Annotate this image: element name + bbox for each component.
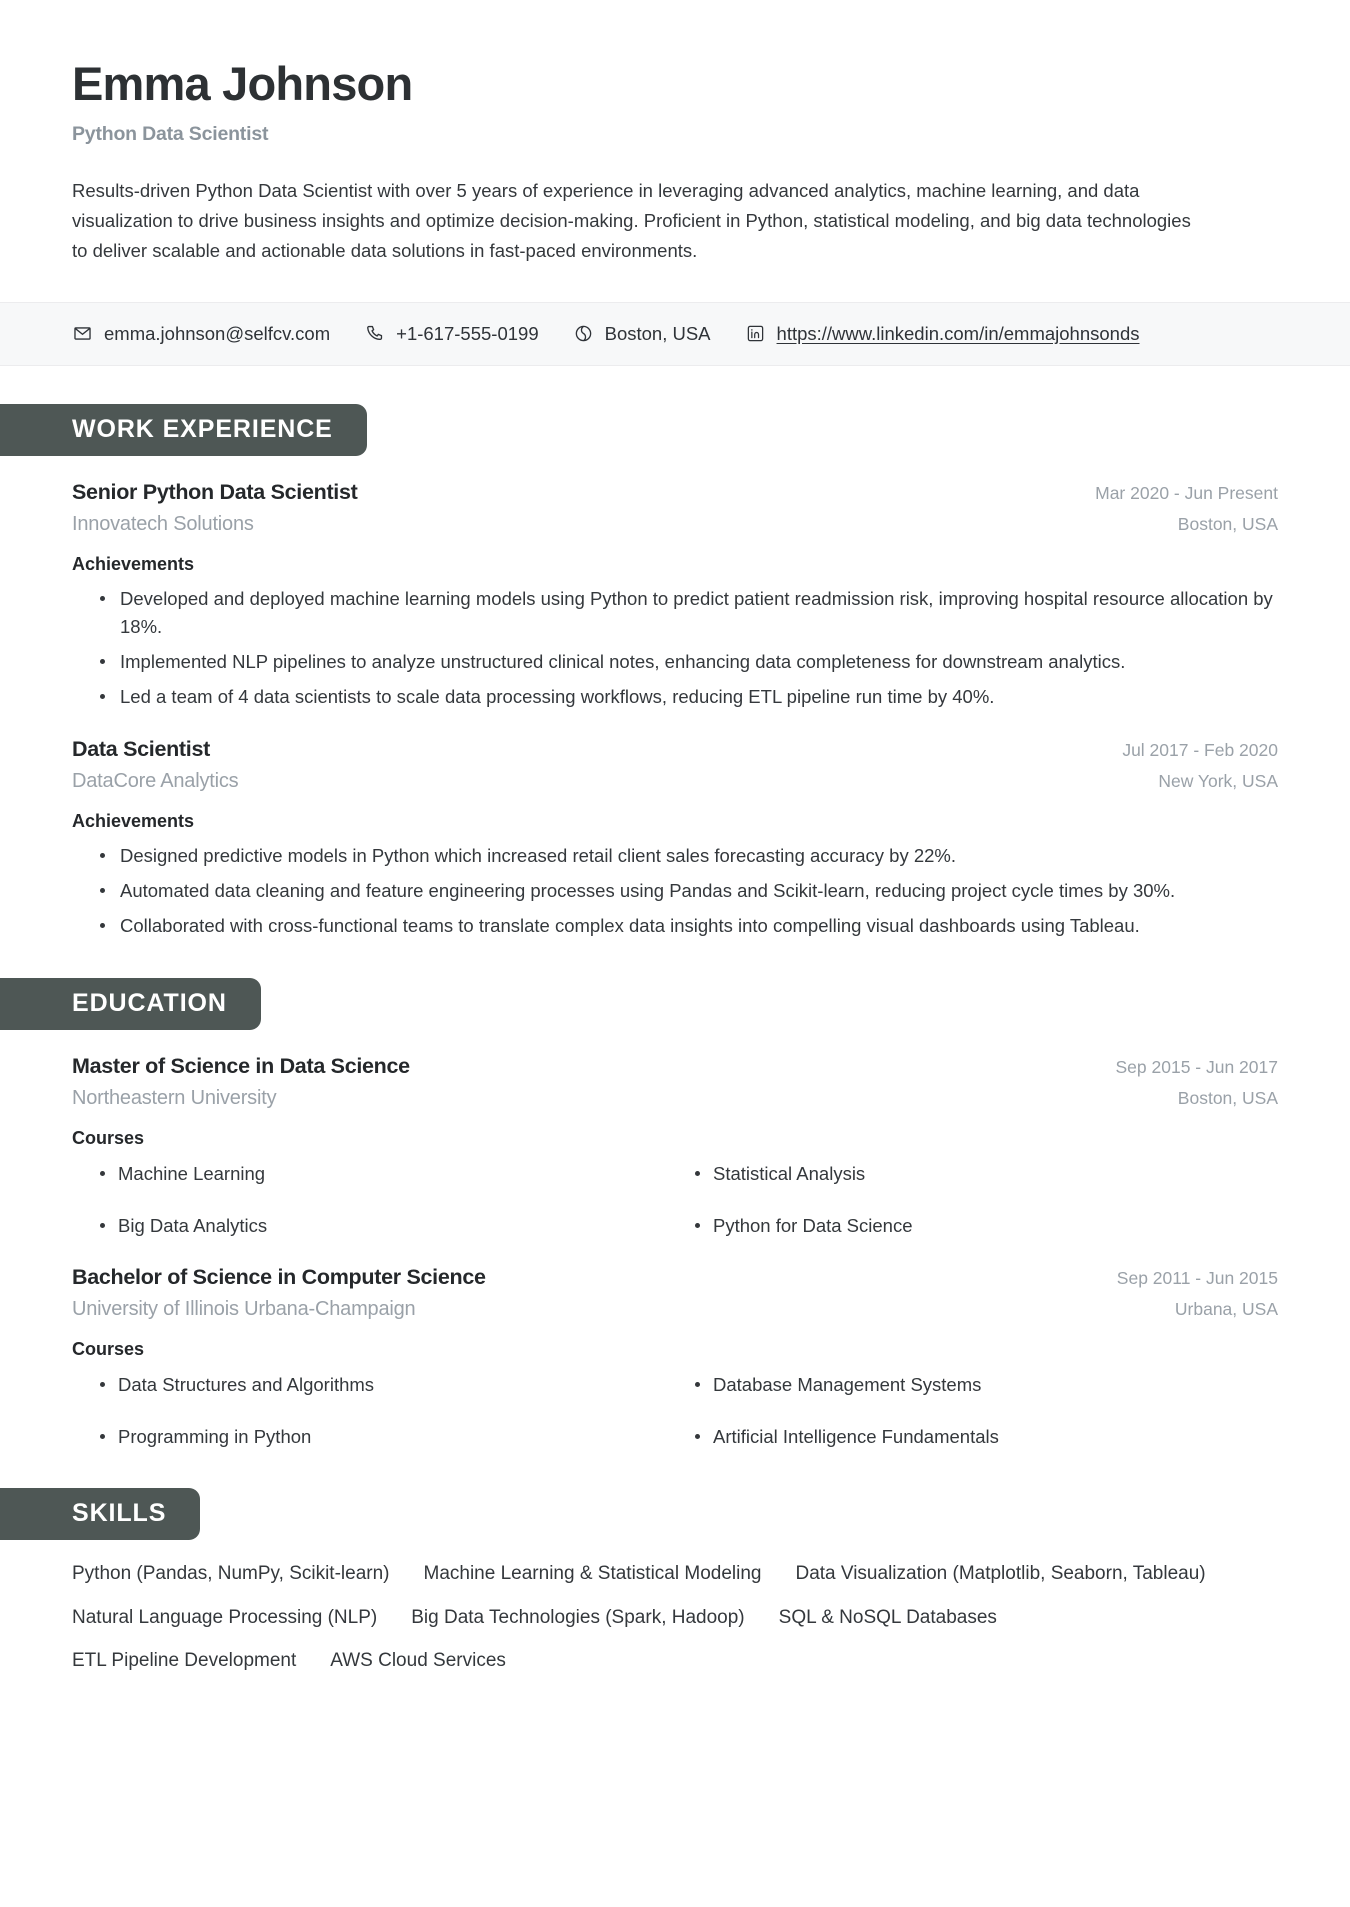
job-title: Python Data Scientist bbox=[72, 122, 269, 145]
list-item: Programming in Python bbox=[118, 1424, 683, 1450]
skills-body bbox=[0, 1562, 1350, 1674]
skill-item: SQL & NoSQL Databases bbox=[778, 1606, 997, 1628]
work-entry bbox=[72, 480, 1278, 711]
entry-header bbox=[72, 737, 1278, 793]
entry-header bbox=[72, 480, 1278, 536]
list-item: Designed predictive models in Python which increased retail client sales forecasting accuracy by 22%. bbox=[118, 842, 1278, 870]
skill-item: AWS Cloud Services bbox=[330, 1650, 506, 1672]
summary-text: Results-driven Python Data Scientist with over 5 years of experience in leveraging advanced analytics, machine learning, and data visualization to drive business insights and optimize decision-making. Proficient in Python, statistical modeling, and big data technologies to deliver scalable and actionable data solutions in fast-paced environments. bbox=[72, 179, 1191, 261]
work-entry-company: DataCore Analytics bbox=[72, 770, 239, 793]
entry-title-block bbox=[72, 1265, 486, 1321]
work-entries bbox=[0, 480, 1350, 941]
achievements-label: Achievements bbox=[72, 811, 195, 832]
resume-header bbox=[0, 0, 1350, 266]
list-item: Led a team of 4 data scientists to scale data processing workflows, reducing ETL pipeline run time by 40%. bbox=[118, 683, 1278, 711]
entry-title-block bbox=[72, 1054, 410, 1110]
education-school: Northeastern University bbox=[72, 1087, 277, 1110]
list-item: Collaborated with cross-functional teams to translate complex data insights into compelling visual dashboards using Tableau. bbox=[118, 912, 1278, 940]
education-entry bbox=[72, 1054, 1278, 1239]
contact-phone[interactable] bbox=[364, 323, 538, 345]
list-item: Data Structures and Algorithms bbox=[118, 1372, 683, 1398]
location-globe-icon bbox=[573, 323, 594, 344]
entry-header bbox=[72, 1265, 1278, 1321]
work-entry-location: Boston, USA bbox=[1177, 513, 1278, 534]
list-item: Big Data Analytics bbox=[118, 1213, 683, 1239]
section-work-experience bbox=[0, 404, 1350, 941]
list-item: Python for Data Science bbox=[713, 1213, 1278, 1239]
education-dates: Sep 2011 - Jun 2015 bbox=[1116, 1268, 1278, 1289]
entry-meta bbox=[1122, 740, 1278, 792]
list-item: Implemented NLP pipelines to analyze unstructured clinical notes, enhancing data completeness for downstream analytics. bbox=[118, 648, 1278, 676]
list-item: Developed and deployed machine learning models using Python to predict patient readmission risk, improving hospital resource allocation by 18%. bbox=[118, 585, 1278, 641]
education-degree: Master of Science in Data Science bbox=[72, 1054, 410, 1079]
entry-title-block bbox=[72, 480, 358, 536]
work-entry-location: New York, USA bbox=[1158, 771, 1278, 792]
achievements-list bbox=[72, 842, 1278, 940]
section-skills bbox=[0, 1488, 1350, 1674]
skill-item: Natural Language Processing (NLP) bbox=[72, 1606, 378, 1628]
entry-header bbox=[72, 1054, 1278, 1110]
contact-location-text: Boston, USA bbox=[604, 322, 711, 344]
contact-phone-text: +1-617-555-0199 bbox=[396, 322, 539, 344]
envelope-icon bbox=[72, 323, 93, 344]
education-location: Boston, USA bbox=[1177, 1088, 1278, 1109]
work-entry-title: Senior Python Data Scientist bbox=[72, 479, 358, 504]
education-degree: Bachelor of Science in Computer Science bbox=[72, 1265, 486, 1290]
skills-list bbox=[72, 1562, 1252, 1674]
contact-email[interactable] bbox=[72, 323, 330, 345]
achievements-list bbox=[72, 585, 1278, 711]
courses-list bbox=[72, 1372, 1278, 1450]
work-entry-dates: Mar 2020 - Jun Present bbox=[1095, 482, 1278, 503]
contact-email-text: emma.johnson@selfcv.com bbox=[104, 322, 331, 344]
work-entry-company: Innovatech Solutions bbox=[72, 512, 254, 535]
entry-meta bbox=[1116, 1057, 1279, 1109]
achievements-label: Achievements bbox=[72, 553, 195, 574]
contact-bar bbox=[0, 302, 1350, 366]
contact-location bbox=[573, 323, 711, 345]
education-entries bbox=[0, 1054, 1350, 1450]
skill-item: Data Visualization (Matplotlib, Seaborn, Tableau) bbox=[795, 1562, 1206, 1584]
section-education bbox=[0, 978, 1350, 1450]
page-title: Emma Johnson bbox=[72, 57, 413, 110]
section-badge-skills: SKILLS bbox=[0, 1488, 200, 1540]
education-entry bbox=[72, 1265, 1278, 1450]
education-dates: Sep 2015 - Jun 2017 bbox=[1115, 1057, 1278, 1078]
contact-linkedin[interactable] bbox=[745, 323, 1140, 345]
list-item: Database Management Systems bbox=[713, 1372, 1278, 1398]
section-badge-work: WORK EXPERIENCE bbox=[0, 404, 367, 456]
entry-title-block bbox=[72, 737, 238, 793]
contact-linkedin-link[interactable]: https://www.linkedin.com/in/emmajohnsonds bbox=[776, 322, 1140, 344]
skill-item: Python (Pandas, NumPy, Scikit-learn) bbox=[72, 1562, 390, 1584]
courses-list bbox=[72, 1161, 1278, 1239]
courses-label: Courses bbox=[72, 1339, 145, 1360]
entry-meta bbox=[1095, 483, 1278, 535]
skill-item: Machine Learning & Statistical Modeling bbox=[423, 1562, 762, 1584]
work-entry bbox=[72, 737, 1278, 940]
linkedin-icon bbox=[745, 323, 766, 344]
list-item: Artificial Intelligence Fundamentals bbox=[713, 1424, 1278, 1450]
work-entry-dates: Jul 2017 - Feb 2020 bbox=[1122, 740, 1278, 761]
courses-label: Courses bbox=[72, 1128, 145, 1149]
education-school: University of Illinois Urbana-Champaign bbox=[72, 1298, 416, 1321]
skill-item: ETL Pipeline Development bbox=[72, 1650, 297, 1672]
skill-item: Big Data Technologies (Spark, Hadoop) bbox=[411, 1606, 745, 1628]
list-item: Machine Learning bbox=[118, 1161, 683, 1187]
section-badge-education: EDUCATION bbox=[0, 978, 261, 1030]
work-entry-title: Data Scientist bbox=[72, 737, 210, 762]
list-item: Automated data cleaning and feature engineering processes using Pandas and Scikit-learn, reducing project cycle times by 30%. bbox=[118, 877, 1278, 905]
education-location: Urbana, USA bbox=[1174, 1299, 1278, 1320]
phone-icon bbox=[364, 323, 385, 344]
list-item: Statistical Analysis bbox=[713, 1161, 1278, 1187]
entry-meta bbox=[1117, 1268, 1278, 1320]
